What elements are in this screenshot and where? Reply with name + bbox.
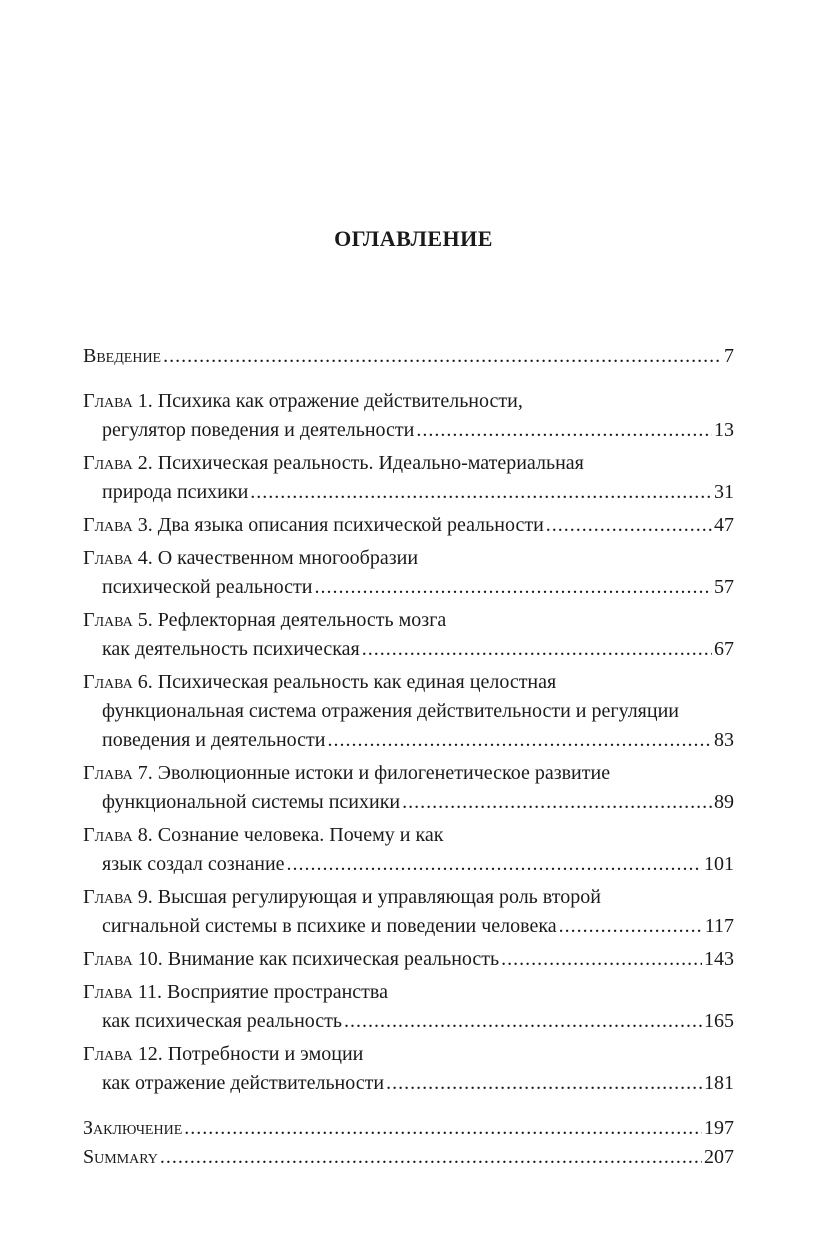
entry-title-line: Восприятие пространства	[167, 981, 388, 1003]
entry-label: Глава 8.	[83, 824, 153, 846]
toc-entry-chapter-10[interactable]	[83, 945, 734, 974]
page-number: 197	[704, 1117, 734, 1139]
page-number: 7	[724, 345, 734, 367]
dot-leader	[287, 850, 702, 879]
toc-entry-chapter-4[interactable]	[83, 544, 734, 602]
dot-leader	[362, 635, 712, 664]
entry-title-line: функциональной системы психики	[102, 791, 401, 813]
dot-leader	[546, 511, 712, 540]
entry-label: Глава 5.	[83, 609, 153, 631]
entry-title-line: как деятельность психическая	[102, 638, 360, 660]
page-number: 181	[704, 1072, 734, 1094]
dot-leader	[184, 1114, 702, 1143]
entry-label: Глава 10.	[83, 948, 163, 970]
dot-leader	[163, 342, 722, 371]
page-number: 47	[714, 514, 734, 536]
entry-label: Глава 4.	[83, 547, 153, 569]
toc-entry-chapter-7[interactable]	[83, 759, 734, 817]
page-number: 13	[714, 419, 734, 441]
dot-leader	[416, 416, 712, 445]
entry-label: Глава 6.	[83, 671, 153, 693]
entry-title-line: природа психики	[102, 481, 249, 503]
entry-label: Заключение	[83, 1117, 183, 1139]
page-number: 83	[714, 729, 734, 751]
page-number: 165	[704, 1010, 734, 1032]
entry-title-line: сигнальной системы в психике и поведении человека	[102, 915, 557, 937]
entry-title-line: поведения и деятельности	[102, 729, 326, 751]
toc-entry-chapter-11[interactable]	[83, 978, 734, 1036]
dot-leader	[559, 912, 703, 941]
entry-title-line: как психическая реальность	[102, 1010, 343, 1032]
page-number: 89	[714, 791, 734, 813]
toc-entry-chapter-9[interactable]	[83, 883, 734, 941]
toc-entry-chapter-12[interactable]	[83, 1040, 734, 1098]
dot-leader	[344, 1007, 702, 1036]
toc-entry-chapter-1[interactable]	[83, 387, 734, 445]
page-number: 57	[714, 576, 734, 598]
entry-title-line: Потребности и эмоции	[167, 1043, 364, 1065]
toc-entry-chapter-3[interactable]	[83, 511, 734, 540]
toc-entry-chapter-5[interactable]	[83, 606, 734, 664]
entry-title-line: Психика как отражение действительности,	[157, 390, 523, 412]
entry-title-line: Психическая реальность как единая целостная	[157, 671, 557, 693]
entry-title-line: О качественном многообразии	[157, 547, 419, 569]
dot-leader	[328, 726, 713, 755]
toc-entry-summary[interactable]	[83, 1143, 734, 1172]
toc-entry-chapter-2[interactable]	[83, 449, 734, 507]
entry-title-line: язык создал сознание	[102, 853, 285, 875]
toc-entry-conclusion[interactable]	[83, 1114, 734, 1143]
page-number: 31	[714, 481, 734, 503]
toc-entry-introduction[interactable]	[83, 342, 734, 371]
page-number: 117	[704, 915, 734, 937]
dot-leader	[160, 1143, 702, 1172]
dot-leader	[315, 573, 713, 602]
dot-leader	[402, 788, 712, 817]
page-number: 143	[704, 948, 734, 970]
entry-title-line: Два языка описания психической реальности	[157, 514, 544, 536]
entry-title-line: функциональная система отражения действительности и регуляции	[102, 700, 679, 722]
entry-label: Глава 7.	[83, 762, 153, 784]
toc-entry-chapter-8[interactable]	[83, 821, 734, 879]
entry-title-line: Рефлекторная деятельность мозга	[157, 609, 447, 631]
entry-title-line: регулятор поведения и деятельности	[102, 419, 415, 441]
entry-label: Глава 11.	[83, 981, 162, 1003]
entry-label: Глава 1.	[83, 390, 153, 412]
entry-label: Глава 2.	[83, 452, 153, 474]
page-number: 67	[714, 638, 734, 660]
toc-entry-chapter-6[interactable]	[83, 668, 734, 755]
entry-title-line: Высшая регулирующая и управляющая роль второй	[157, 886, 601, 908]
page-number: 207	[704, 1146, 734, 1168]
entry-title-line: Эволюционные истоки и филогенетическое развитие	[157, 762, 611, 784]
entry-title-line: Психическая реальность. Идеально-материальная	[157, 452, 584, 474]
dot-leader	[386, 1069, 702, 1098]
entry-title-line: Внимание как психическая реальность	[167, 948, 500, 970]
dot-leader	[501, 945, 702, 974]
table-of-contents	[83, 342, 734, 1172]
entry-title-line: Сознание человека. Почему и как	[157, 824, 444, 846]
page-title: ОГЛАВЛЕНИЕ	[334, 226, 493, 251]
entry-label: Введение	[83, 345, 162, 367]
page-number: 101	[704, 853, 734, 875]
entry-label: Summary	[83, 1146, 158, 1168]
entry-label: Глава 9.	[83, 886, 153, 908]
entry-label: Глава 3.	[83, 514, 153, 536]
entry-title-line: как отражение действительности	[102, 1072, 385, 1094]
entry-label: Глава 12.	[83, 1043, 163, 1065]
dot-leader	[250, 478, 712, 507]
entry-title-line: психической реальности	[102, 576, 313, 598]
